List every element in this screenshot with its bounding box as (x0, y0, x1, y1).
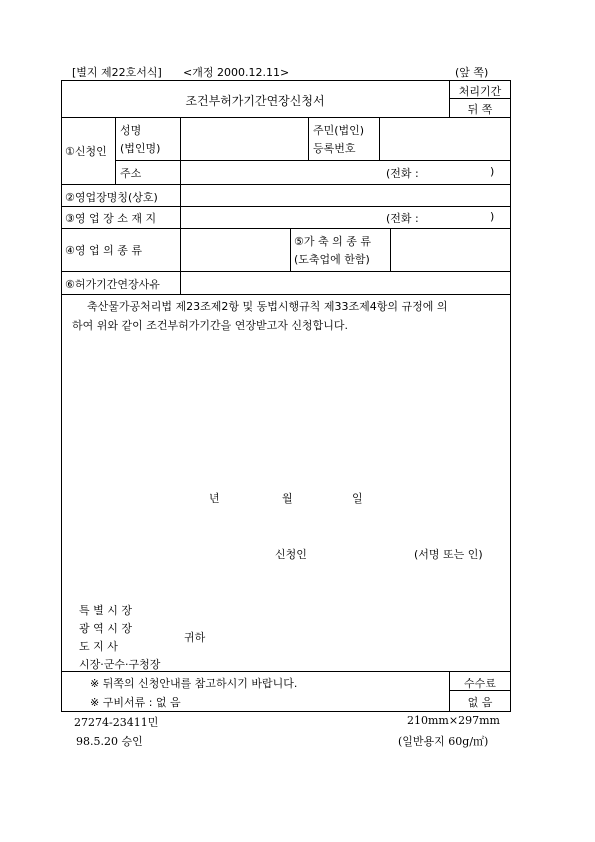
recipient-local-head: 시장·군수·구청장 (79, 658, 161, 671)
address-label: 주소 (120, 167, 142, 180)
recipient-metro-city: 광 역 시 장 (79, 622, 132, 635)
fee-label: 수수료 (464, 677, 496, 690)
location-phone-label: (전화 : (386, 212, 419, 225)
note-guide: ※ 뒤쪽의 신청안내를 참고하시기 바랍니다. (90, 677, 298, 690)
registration-number-label: 등록번호 (313, 142, 356, 155)
business-type-label: ④영 업 의 종 류 (65, 244, 142, 257)
revision-date: <개정 2000.12.11> (183, 66, 290, 79)
signature-note: (서명 또는 인) (414, 548, 483, 561)
statement-line-1: 축산물가공처리법 제23조제2항 및 동법시행규칙 제33조제4항의 규정에 의 (87, 300, 448, 313)
signature-label: 신청인 (275, 548, 307, 561)
processing-period-value: 뒤 쪽 (467, 103, 493, 116)
footer-paper-size: 210mm×297mm (407, 714, 500, 727)
form-title: 조건부허가기간연장신청서 (185, 94, 325, 108)
id-label: 주민(법인) (313, 124, 365, 137)
livestock-type-label: ⑤가 축 의 종 류 (294, 235, 371, 248)
front-side-label: (앞 쪽) (455, 66, 489, 79)
business-location-label: ③영 업 장 소 재 지 (65, 212, 157, 225)
applicant-label: ①신청인 (65, 145, 107, 158)
corp-name-label: (법인명) (120, 142, 161, 155)
location-phone-close: ) (490, 210, 495, 223)
statement-line-2: 하여 위와 같이 조건부허가기간을 연장받고자 신청합니다. (72, 319, 349, 332)
fee-value: 없 음 (467, 696, 493, 709)
extension-reason-label: ⑥허가기간연장사유 (65, 278, 160, 291)
date-month: 월 (282, 492, 293, 505)
honorific: 귀하 (184, 631, 206, 644)
form-number: [별지 제22호서식] (72, 66, 162, 79)
recipient-governor: 도 지 사 (79, 640, 118, 653)
name-label: 성명 (120, 124, 142, 137)
date-year: 년 (209, 492, 220, 505)
business-name-label: ②영업장명칭(상호) (65, 191, 158, 204)
processing-period-label: 처리기간 (458, 85, 502, 98)
recipient-special-city: 특 별 시 장 (79, 604, 132, 617)
note-documents: ※ 구비서류 : 없 음 (90, 696, 181, 709)
date-day: 일 (352, 492, 363, 505)
footer-paper-type: (일반용지 60g/㎡) (398, 735, 489, 748)
livestock-note-label: (도축업에 한함) (294, 253, 370, 266)
phone-close: ) (490, 165, 495, 178)
phone-label: (전화 : (386, 167, 419, 180)
footer-approval: 98.5.20 승인 (76, 735, 143, 748)
footer-code: 27274-23411민 (74, 716, 159, 729)
